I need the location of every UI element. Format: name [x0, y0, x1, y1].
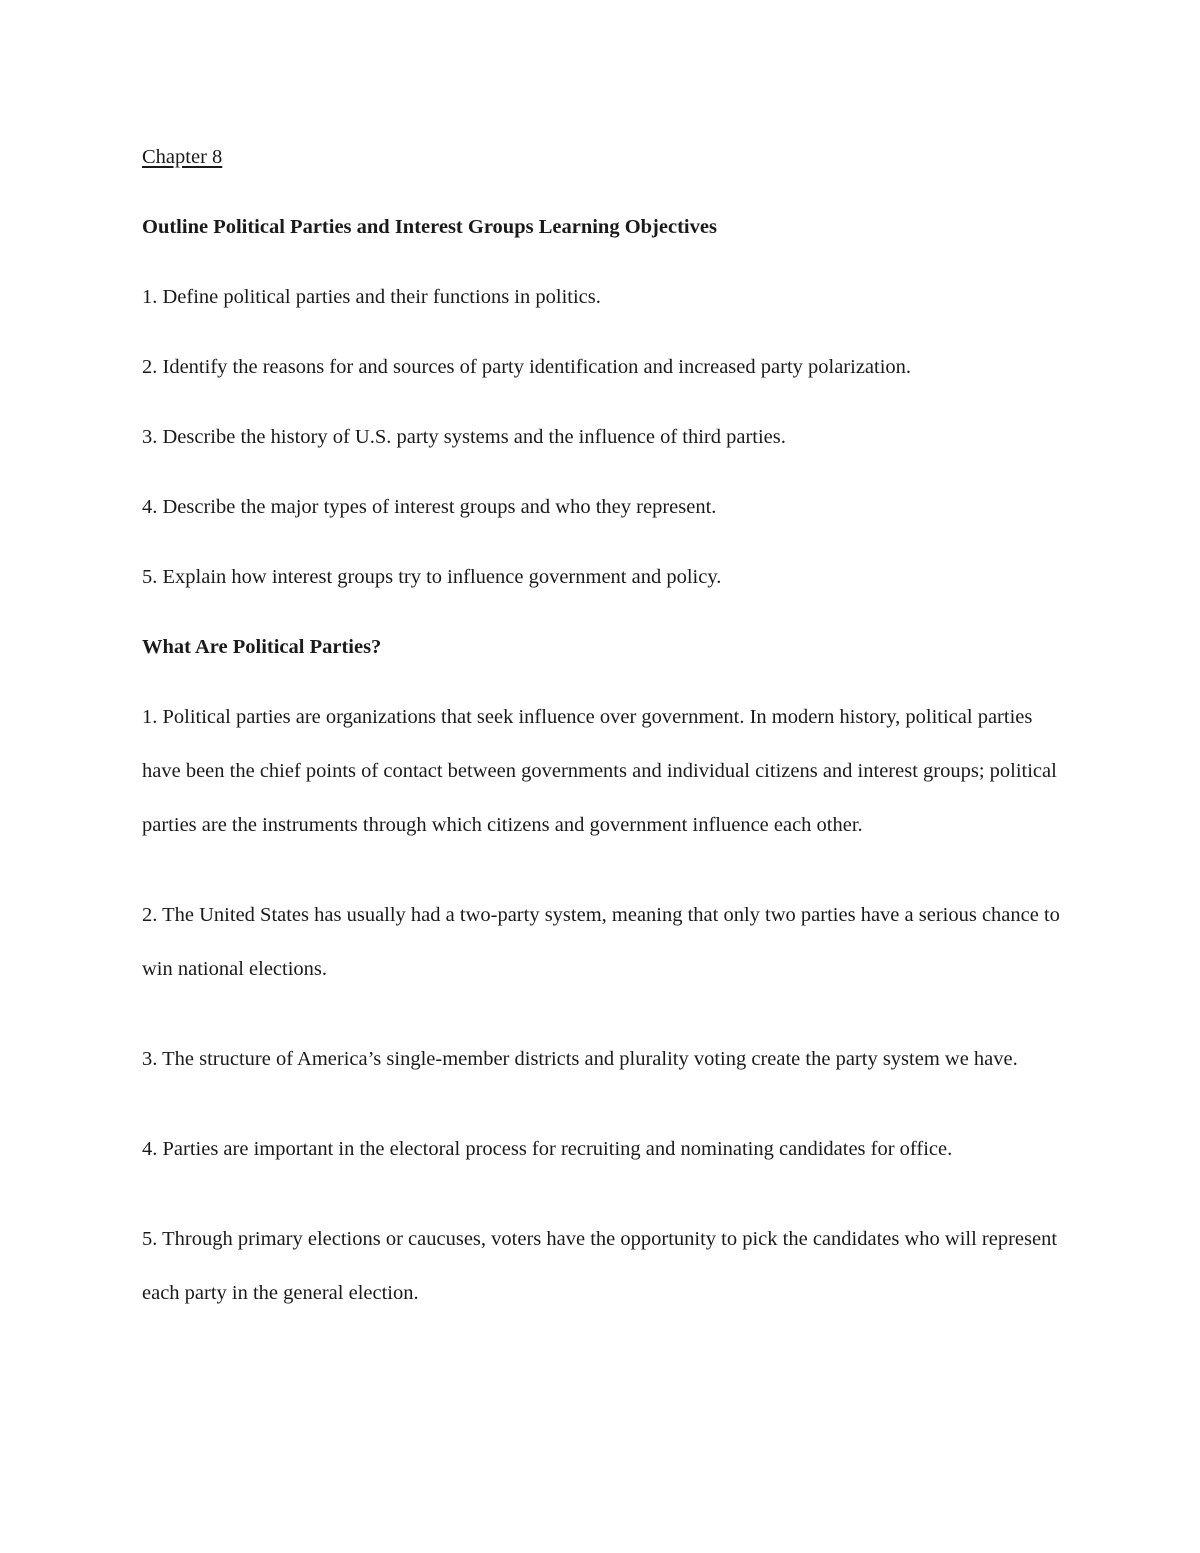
document-body [142, 140, 1072, 1320]
learning-objective: 5. Explain how interest groups try to influence government and policy. [142, 566, 722, 588]
learning-objective: 1. Define political parties and their functions in politics. [142, 286, 601, 308]
learning-objective: 4. Describe the major types of interest groups and who they represent. [142, 496, 717, 518]
outline-heading: Outline Political Parties and Interest Groups Learning Objectives [142, 216, 717, 238]
outline-point: 1. Political parties are organizations that seek influence over government. In modern history, political parties have been the chief points of contact between governments and individual citizens and interest groups; political parties are the instruments through which citizens and government influence each other. [142, 706, 1057, 836]
outline-point: 2. The United States has usually had a two-party system, meaning that only two parties have a serious chance to win national elections. [142, 904, 1060, 980]
outline-point: 5. Through primary elections or caucuses, voters have the opportunity to pick the candidates who will represent each party in the general election. [142, 1228, 1058, 1304]
chapter-label: Chapter 8 [142, 146, 223, 168]
outline-point: 4. Parties are important in the electoral process for recruiting and nominating candidates for office. [142, 1138, 953, 1160]
outline-point: 3. The structure of America’s single-member districts and plurality voting create the party system we have. [142, 1048, 1018, 1070]
learning-objective: 2. Identify the reasons for and sources of party identification and increased party polarization. [142, 356, 912, 378]
learning-objective: 3. Describe the history of U.S. party systems and the influence of third parties. [142, 426, 786, 448]
section-heading: What Are Political Parties? [142, 636, 382, 658]
